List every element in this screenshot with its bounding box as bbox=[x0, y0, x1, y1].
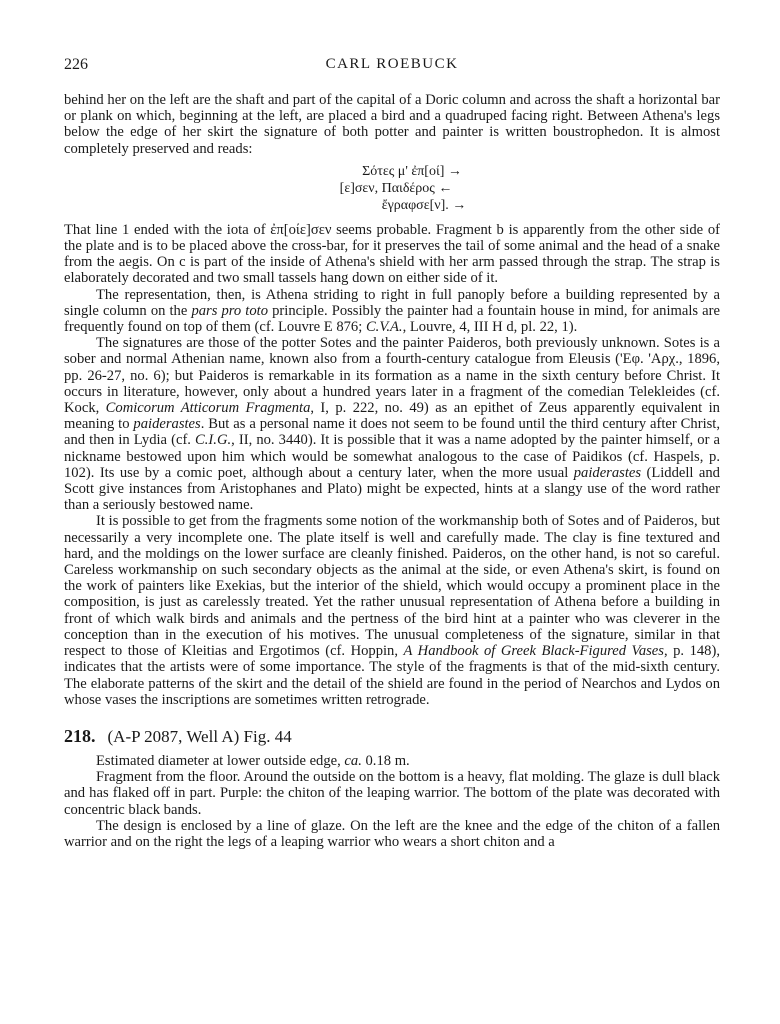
entry-figure: Fig. 44 bbox=[243, 726, 292, 746]
body-text bbox=[64, 92, 720, 850]
entry-reference: (A-P 2087, Well A) bbox=[107, 726, 240, 746]
paragraph: The design is enclosed by a line of glaze. On the left are the knee and the edge of the chiton of a fallen warrior and on the right the legs of a leaping warrior who wears a short chiton and a bbox=[64, 817, 720, 850]
page-number: 226 bbox=[64, 56, 88, 73]
catalogue-entry-heading bbox=[64, 726, 720, 747]
page-header bbox=[64, 56, 720, 78]
running-head: CARL ROEBUCK bbox=[325, 56, 459, 72]
inscription-line: [ε]σεν, Παιδέρος ← bbox=[339, 180, 453, 196]
inscription-block bbox=[64, 163, 720, 214]
paragraph: Fragment from the floor. Around the outside on the bottom is a heavy, flat molding. The glaze is dull black and has flaked off in part. Purple: the chiton of the leaping warrior. The bottom of the plate was decorated with concentric black bands. bbox=[64, 769, 720, 818]
entry-number: 218. bbox=[64, 725, 96, 746]
inscription-line: ἔγραφσε[ν]. → bbox=[381, 197, 467, 213]
paragraph: That line 1 ended with the iota of ἐπ[οίε]σεν seems probable. Fragment b is apparently from the other side of the plate and is to be placed above the cross-bar, for it preserves the tail of some animal and the head of a snake from the aegis. On c is part of the inside of Athena's shield with her arm passed through the strap. The strap is elaborately decorated and two small tassels hang down on either side of it. bbox=[64, 221, 720, 287]
paragraph: It is possible to get from the fragments some notion of the workmanship both of Sotes and of Paideros, but necessarily a very incomplete one. The plate itself is well and carefully made. The clay is fine textured and hard, and the moldings on the lower surface are cleanly finished. Paideros, on the other hand, is not so careful. Careless workmanship on such secondary objects as the animal at the side, or even Athena's skirt, is found on the work of painters like Exekias, but the interior of the shield, which would occupy a prominent place in the composition, is just as carelessly treated. Yet the rather unusual representation of Athena before a building in front of which walk birds and animals and the pertness of the bird hint at a painter who was cleverer in the conception than in the execution of his motives. The unusual completeness of the signature, similar in that respect to those of Kleitias and Ergotimos (cf. Hoppin, A Handbook of Greek Black-Figured Vases, p. 148), indicates that the artists were of some importance. The style of the fragments is that of the mid-sixth century. The elaborate patterns of the skirt and the detail of the shield are found in the period of Nearchos and Lydos on whose vases the inscriptions are sometimes written retrograde. bbox=[64, 513, 720, 708]
paragraph: behind her on the left are the shaft and part of the capital of a Doric column and across the shaft a horizontal bar or plank on which, beginning at the left, are placed a bird and a quadruped facing right. Between Athena's legs below the edge of her skirt the signature of both potter and painter is written boustrophedon. It is almost completely preserved and reads: bbox=[64, 92, 720, 157]
paragraph: Estimated diameter at lower outside edge, ca. 0.18 m. bbox=[96, 752, 410, 769]
paragraph: The representation, then, is Athena striding to right in full panoply before a building represented by a single column on the pars pro toto principle. Possibly the painter had a fountain house in mind, for animals are frequently found on top of them (cf. Louvre E 876; C.V.A., Louvre, 4, III H d, pl. 22, 1). bbox=[64, 286, 720, 336]
inscription-line: Σότες μ' ἐπ[οί] → bbox=[362, 163, 462, 179]
paragraph: The signatures are those of the potter Sotes and the painter Paideros, both previously unknown. Sotes is a sober and normal Athenian name, known also from a fourth-century catalogue from Eleusis ('Εφ. 'Αρχ., 1896, pp. 26-27, no. 6); but Paideros is remarkable in its formation as a name in the sixth century before Christ. It occurs in literature, however, only about a hundred years later in a fragment of the comedian Telekleides (cf. Kock, Comicorum Atticorum Fragmenta, I, p. 222, no. 49) as an epithet of Zeus apparently equivalent in meaning to paiderastes. But as a personal name it does not seem to be found until the third century after Christ, and then in Lydia (cf. C.I.G., II, no. 3440). It is possible that it was a name adopted by the painter himself, or a nickname bestowed upon him which would be somewhat analogous to the case of Paidikos (cf. Haspels, p. 102). Its use by a comic poet, although about a century later, when the more usual paiderastes (Liddell and Scott give instances from Aristophanes and Plato) might be expected, hints at a slangy use of the word rather than a seriously bestowed name. bbox=[64, 335, 721, 514]
